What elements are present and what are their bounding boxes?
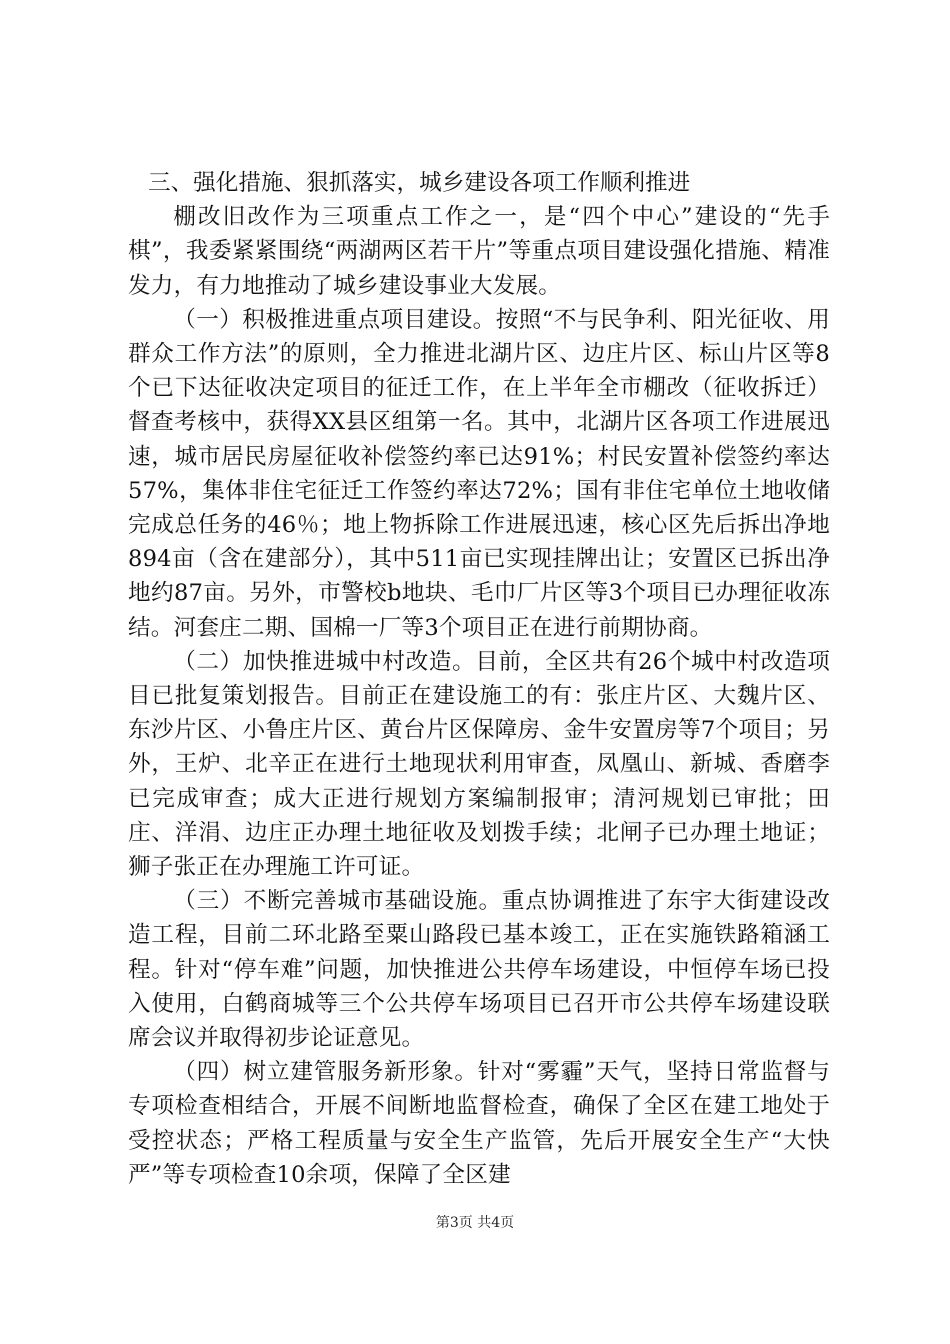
section-heading: 三、强化措施、狠抓落实，城乡建设各项工作顺利推进: [148, 170, 691, 196]
paragraph-infrastructure: （三）不断完善城市基础设施。重点协调推进了东宇大街建设改造工程，目前二环北路至粟山路段已基本竣工，正在实施铁路箱涵工程。针对“停车难”问题，加快推进公共停车场建设，中恒停车场已投入使用，白鹤商城等三个公共停车场项目已召开市公共停车场建设联席会议并取得初步论证意见。: [128, 888, 830, 1052]
document-body: [128, 166, 830, 1192]
paragraph-construction-management: （四）树立建管服务新形象。针对“雾霾”天气，坚持日常监督与专项检查相结合，开展不间断地监督检查，确保了全区在建工地处于受控状态；严格工程质量与安全生产监管，先后开展安全生产“大快严”等专项检查10余项，保障了全区建: [128, 1059, 830, 1188]
paragraph-key-projects: （一）积极推进重点项目建设。按照“不与民争利、阳光征收、用群众工作方法”的原则，全力推进北湖片区、边庄片区、标山片区等8个已下达征收决定项目的征迁工作，在上半年全市棚改（征收拆迁）督查考核中，获得XX县区组第一名。其中，北湖片区各项工作进展迅速，城市居民房屋征收补偿签约率已达91%；村民安置补偿签约率达57%，集体非住宅征迁工作签约率达72%；国有非住宅单位土地收储完成总任务的46％；地上物拆除工作进展迅速，核心区先后拆出净地894亩（含在建部分），其中511亩已实现挂牌出让；安置区已拆出净地约87亩。另外，市警校b地块、毛巾厂片区等3个项目已办理征收冻结。河套庄二期、国棉一厂等3个项目正在进行前期协商。: [128, 306, 830, 641]
paragraph-intro: 棚改旧改作为三项重点工作之一，是“四个中心”建设的“先手棋”，我委紧紧围绕“两湖两区若干片”等重点项目建设强化措施、精准发力，有力地推动了城乡建设事业大发展。: [128, 204, 830, 299]
paragraph-urban-villages: （二）加快推进城中村改造。目前，全区共有26个城中村改造项目已批复策划报告。目前正在建设施工的有：张庄片区、大魏片区、东沙片区、小鲁庄片区、黄台片区保障房、金牛安置房等7个项目；另外，王炉、北辛正在进行土地现状利用审查，凤凰山、新城、香磨李已完成审查；成大正进行规划方案编制报审；清河规划已审批；田庄、洋涓、边庄正办理土地征收及划拨手续；北闸子已办理土地证；狮子张正在办理施工许可证。: [128, 648, 830, 881]
page-footer: 第3页 共4页: [435, 1215, 515, 1231]
